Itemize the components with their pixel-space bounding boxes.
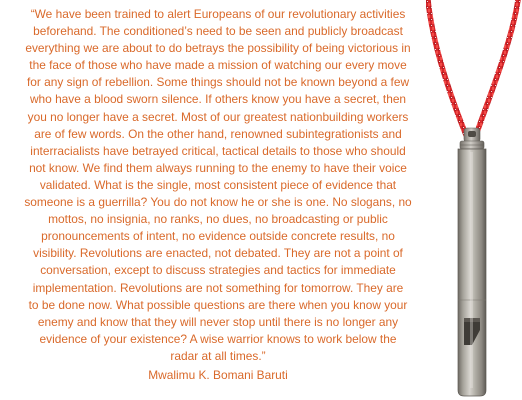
quote-text: “We have been trained to alert Europeans of our revolutionary activities beforehand. The conditioned’s need to be seen and publicly broadcast everything we are about to do betrays the possibility of being victorious in the face of those who have made a mission of watching our every move for any sign of rebellion. Some things should not be known beyond a few who have a blood sworn silence. If others know you have a secret, then you no longer have a secret. Most of our greatest nationbuilding workers are of few words. On the other hand, renowned subintegrationists and interracialists have betrayed critical, tactical details to those who should not know. We find them always running to the enemy to have their voice validated. What is the single, most consistent piece of evidence that someone is a guerrilla? You do not know he or she is one. No slogans, no mottos, no insignia, no ranks, no dues, no broadcasting or public pronouncements of intent, no evidence outside concrete results, no visibility. Revolutions are enacted, not debated. They are not a point of conversation, except to discuss strategies and tactics for immediate implementation. Revolutions are not something for tomorrow. They are to be done now. What possible questions are there when you know your enemy and know that they will never stop until there is no longer any evidence of your existence? A wise warrior knows to work below the radar at all times.” (24, 7, 412, 363)
cord-left-strand (428, 0, 466, 135)
cord-right-strand (476, 0, 518, 135)
whistle-icon (426, 0, 522, 400)
quote-attribution: Mwalimu K. Bomani Baruti (148, 368, 288, 382)
